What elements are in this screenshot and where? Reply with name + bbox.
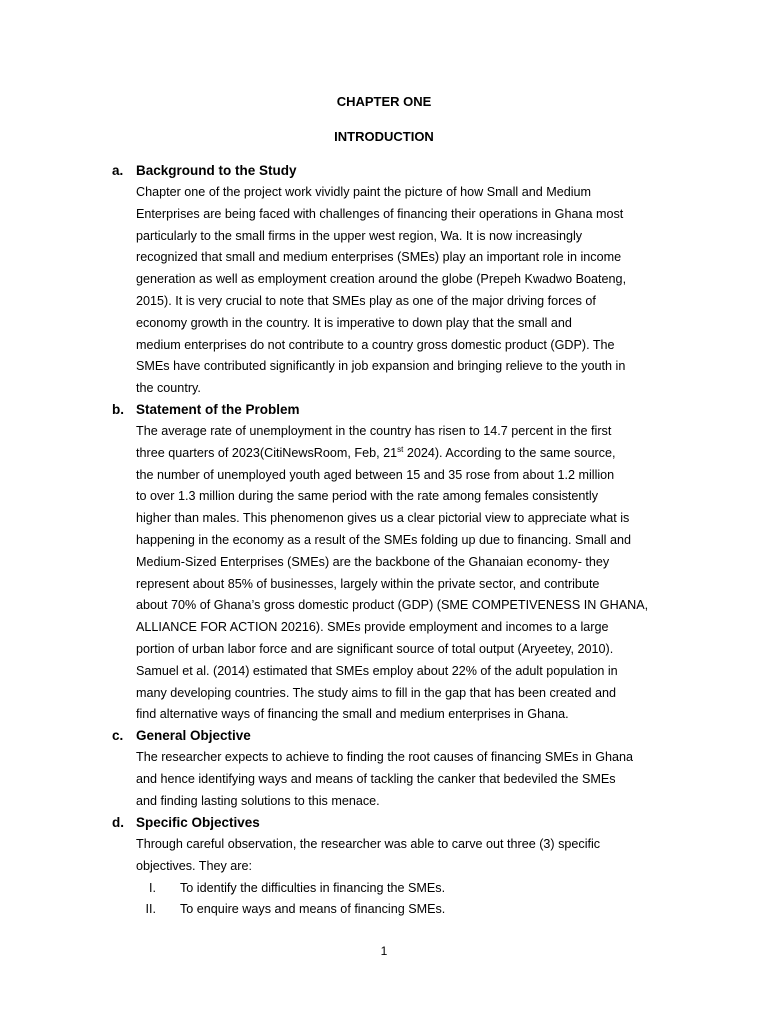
section-letter: b. (112, 402, 124, 417)
text-line: and finding lasting solutions to this menace. (136, 793, 380, 808)
section-specific-objectives (112, 812, 682, 921)
section-letter: d. (112, 815, 124, 830)
section-general-objective (112, 725, 682, 812)
text-line: recognized that small and medium enterprises (SMEs) play an important role in income (136, 250, 622, 265)
section-title: Background to the Study (136, 163, 297, 178)
objective-text: To enquire ways and means of financing SMEs. (180, 902, 446, 917)
text-line: SMEs have contributed significantly in job expansion and bringing relieve to the youth in (136, 359, 626, 374)
text-line: find alternative ways of financing the small and medium enterprises in Ghana. (136, 707, 569, 722)
objective-item (112, 878, 682, 900)
text-line: the number of unemployed youth aged between 15 and 35 rose from about 1.2 million (136, 467, 615, 482)
text-line: ALLIANCE FOR ACTION 20216). SMEs provide employment and incomes to a large (136, 620, 609, 635)
text-line: 2015). It is very crucial to note that SMEs play as one of the major driving forces of (136, 293, 596, 308)
section-title: Specific Objectives (136, 815, 260, 830)
text-line: the country. (136, 381, 201, 396)
section-heading (112, 160, 682, 182)
section-heading (112, 399, 682, 421)
section-paragraph (136, 747, 682, 812)
chapter-heading: CHAPTER ONE (336, 94, 432, 109)
text-line: happening in the economy as a result of the SMEs folding up due to financing. Small and (136, 532, 631, 547)
text-line: to over 1.3 million during the same period with the rate among females consistently (136, 489, 599, 504)
text-line: many developing countries. The study aims to fill in the gap that has been created and (136, 685, 617, 700)
section-heading (112, 725, 682, 747)
text-line: Samuel et al. (2014) estimated that SMEs employ about 22% of the adult population in (136, 663, 618, 678)
superscript: st (397, 444, 404, 454)
text-line: The researcher expects to achieve to finding the root causes of financing SMEs in Ghana (136, 750, 634, 764)
page-number: 1 (380, 944, 388, 958)
text-line: about 70% of Ghana’s gross domestic product (GDP) (SME COMPETIVENESS IN GHANA, (136, 598, 649, 613)
objective-item (112, 899, 682, 921)
section-letter: c. (112, 728, 124, 743)
section-letter: a. (112, 163, 124, 178)
section-title: General Objective (136, 728, 251, 743)
text-line: The average rate of unemployment in the country has risen to 14.7 percent in the first (136, 424, 612, 438)
text-line: economy growth in the country. It is imperative to down play that the small and (136, 315, 572, 330)
text-segment: three quarters of 2023(CitiNewsRoom, Feb, 21 (136, 445, 398, 460)
text-line: medium enterprises do not contribute to a country gross domestic product (GDP). The (136, 337, 615, 352)
section-heading (112, 812, 682, 834)
text-line: portion of urban labor force and are significant source of total output (Aryeetey, 2010). (136, 641, 614, 656)
page-title: INTRODUCTION (334, 129, 434, 144)
text-line: represent about 85% of businesses, largely within the private sector, and contribute (136, 576, 600, 591)
text-line: higher than males. This phenomenon gives us a clear pictorial view to appreciate what is (136, 511, 630, 526)
text-line-with-superscript (136, 443, 682, 465)
text-segment: 2024). According to the same source, (403, 445, 616, 460)
section-paragraph (136, 182, 682, 400)
text-line: and hence identifying ways and means of tackling the canker that bedeviled the SMEs (136, 771, 616, 786)
text-line: Enterprises are being faced with challenges of financing their operations in Ghana most (136, 206, 624, 221)
objective-text: To identify the difficulties in financing the SMEs. (180, 880, 446, 895)
objective-number: I. (149, 880, 156, 895)
text-line: Through careful observation, the researcher was able to carve out three (3) specific (136, 837, 601, 851)
objective-number: II. (145, 902, 156, 917)
section-paragraph (136, 421, 682, 726)
section-paragraph (136, 834, 682, 878)
text-line: Medium-Sized Enterprises (SMEs) are the backbone of the Ghanaian economy- they (136, 554, 610, 569)
text-line: objectives. They are: (136, 858, 252, 873)
text-line: particularly to the small firms in the upper west region, Wa. It is now increasingly (136, 228, 583, 243)
section-background (112, 160, 682, 400)
text-line: generation as well as employment creation around the globe (Prepeh Kwadwo Boateng, (136, 272, 627, 287)
section-title: Statement of the Problem (136, 402, 300, 417)
text-line: Chapter one of the project work vividly paint the picture of how Small and Medium (136, 185, 592, 199)
section-problem-statement (112, 399, 682, 726)
